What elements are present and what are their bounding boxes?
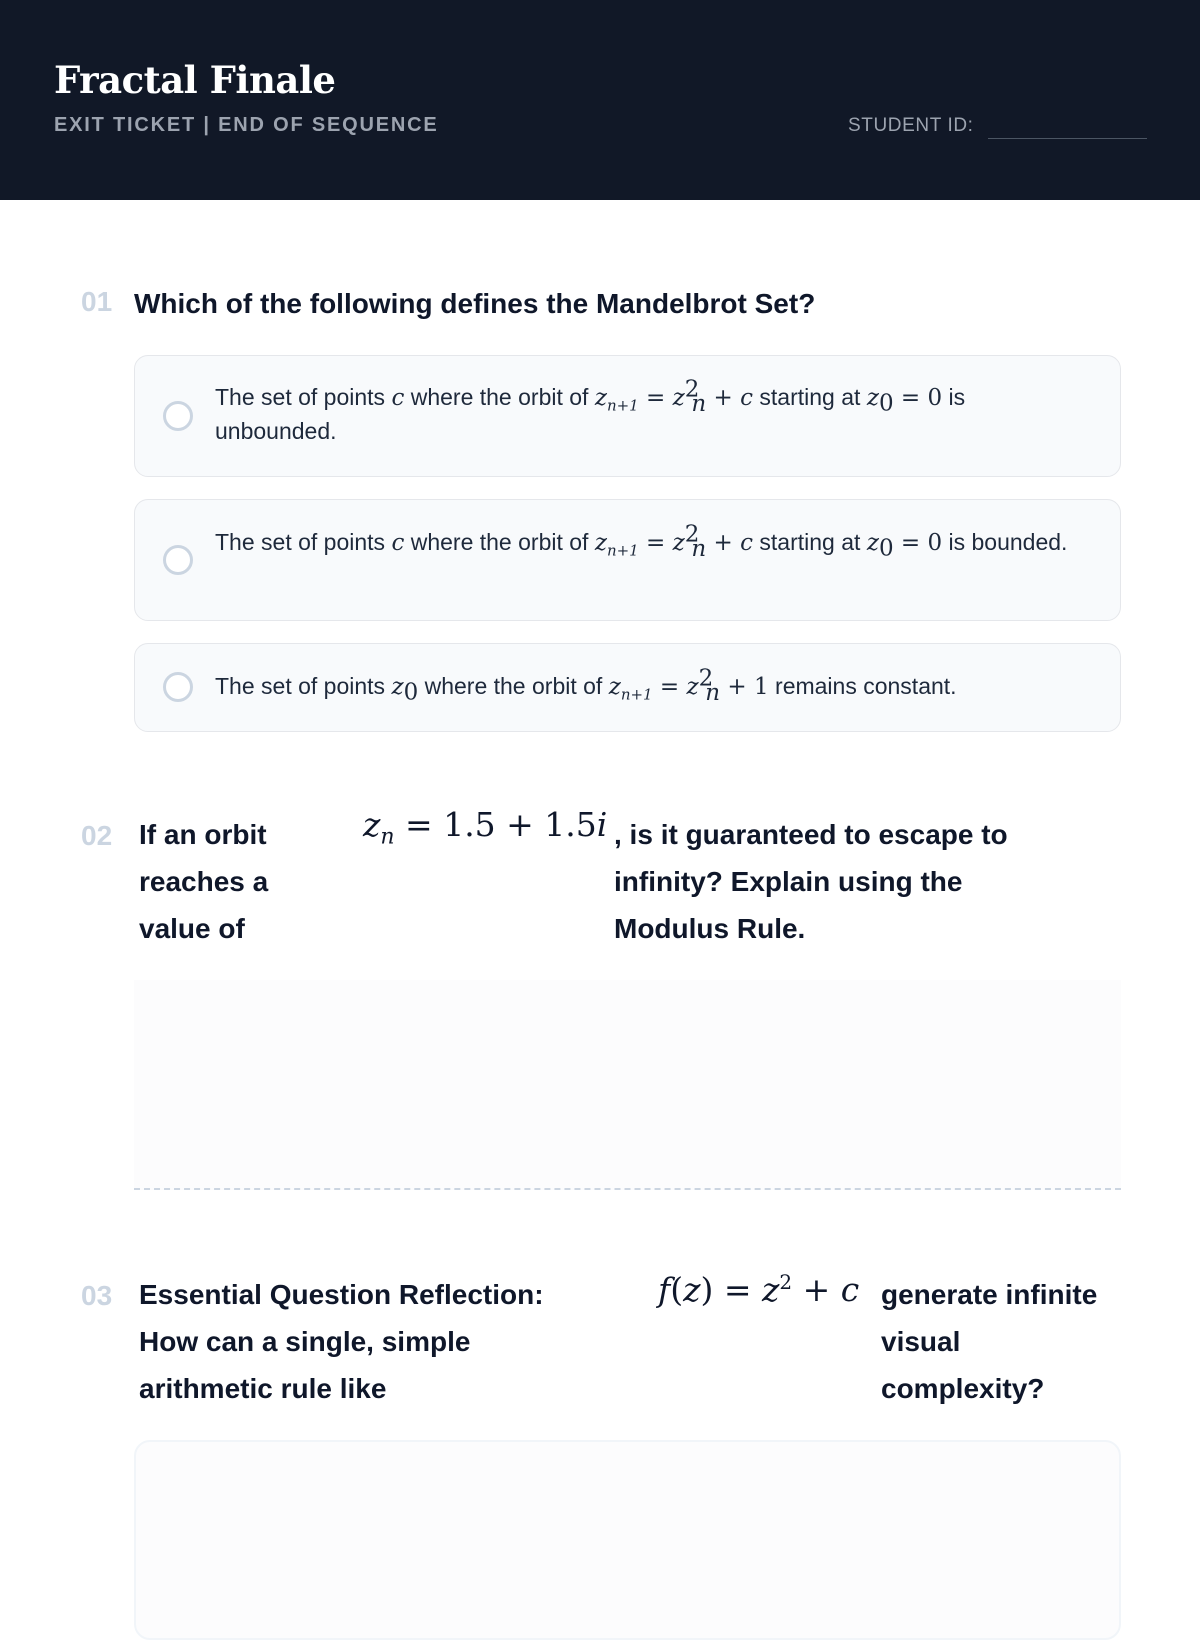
q1-option-b[interactable] <box>134 499 1121 621</box>
q1-option-a[interactable] <box>134 355 1121 477</box>
math-formula: $z_0$ <box>866 530 894 562</box>
q1-option-c[interactable] <box>134 643 1121 732</box>
student-id-label: STUDENT ID: <box>848 115 974 136</box>
math-formula: $z_{n+1}$ <box>594 530 639 560</box>
question-2-number: 02 <box>81 820 113 851</box>
q1-option-a-text: The set of points c where the orbit of $z_{n+1} = z^2_n + c$ starting at $z_0 = 0$ is unbounded. <box>215 376 966 444</box>
option-text-segment: is unbounded. <box>215 384 966 444</box>
question-1-prompt: Which of the following defines the Mandelbrot Set? <box>134 288 816 319</box>
option-text-segment: where the orbit of <box>404 529 595 555</box>
option-text-segment: where the orbit of <box>418 673 609 699</box>
question-3-number: 03 <box>81 1280 113 1311</box>
option-text-segment: starting at <box>753 384 867 410</box>
question-3-formula: $f(z) = z^2 + c$ <box>658 1270 860 1309</box>
q1-option-b-radio[interactable] <box>163 545 193 575</box>
option-text-segment: starting at <box>753 529 867 555</box>
question-3-answer-area[interactable] <box>134 1440 1121 1640</box>
q1-option-a-radio[interactable] <box>163 401 193 431</box>
option-text-segment: The set of points <box>215 384 392 410</box>
math-formula: $z_{n+1}$ <box>594 385 639 415</box>
page-header <box>0 0 1200 200</box>
math-formula: $z_{n+1}$ <box>608 674 653 704</box>
option-text-segment: The set of points <box>215 673 392 699</box>
question-3-prompt-start: Essential Question Reflection: How can a single, simple arithmetic rule like <box>139 1279 544 1404</box>
math-variable: c <box>391 530 405 556</box>
q1-option-b-text: The set of points c where the orbit of $z_{n+1} = z^2_n + c$ starting at $z_0 = 0$ is bounded. <box>215 521 1068 562</box>
question-3-prompt-end: generate infinite visual complexity? <box>881 1279 1098 1404</box>
question-2-prompt-start: If an orbit reaches a value of <box>139 819 269 944</box>
student-id-field[interactable] <box>988 138 1147 139</box>
question-2-formula: $z_n = 1.5 + 1.5i$ <box>363 805 608 850</box>
option-text-segment: remains constant. <box>768 673 957 699</box>
question-1-number: 01 <box>81 286 113 317</box>
option-text-segment: where the orbit of <box>404 384 595 410</box>
page-subtitle: EXIT TICKET | END OF SEQUENCE <box>54 114 439 136</box>
q1-option-c-text: The set of points $z_0$ where the orbit of $z_{n+1} = z^2_n + 1$ remains constant. <box>215 665 957 706</box>
q1-option-c-radio[interactable] <box>163 672 193 702</box>
question-2-prompt-end: , is it guaranteed to escape to infinity? Explain using the Modulus Rule. <box>614 819 1008 944</box>
math-formula: $z_0$ <box>391 674 419 706</box>
option-text-segment: The set of points <box>215 529 392 555</box>
math-variable: c <box>391 385 405 411</box>
page-title: Fractal Finale <box>54 58 336 102</box>
math-formula: $z_0$ <box>866 385 894 417</box>
question-2-answer-area[interactable] <box>134 980 1121 1190</box>
option-text-segment: is bounded. <box>942 529 1068 555</box>
